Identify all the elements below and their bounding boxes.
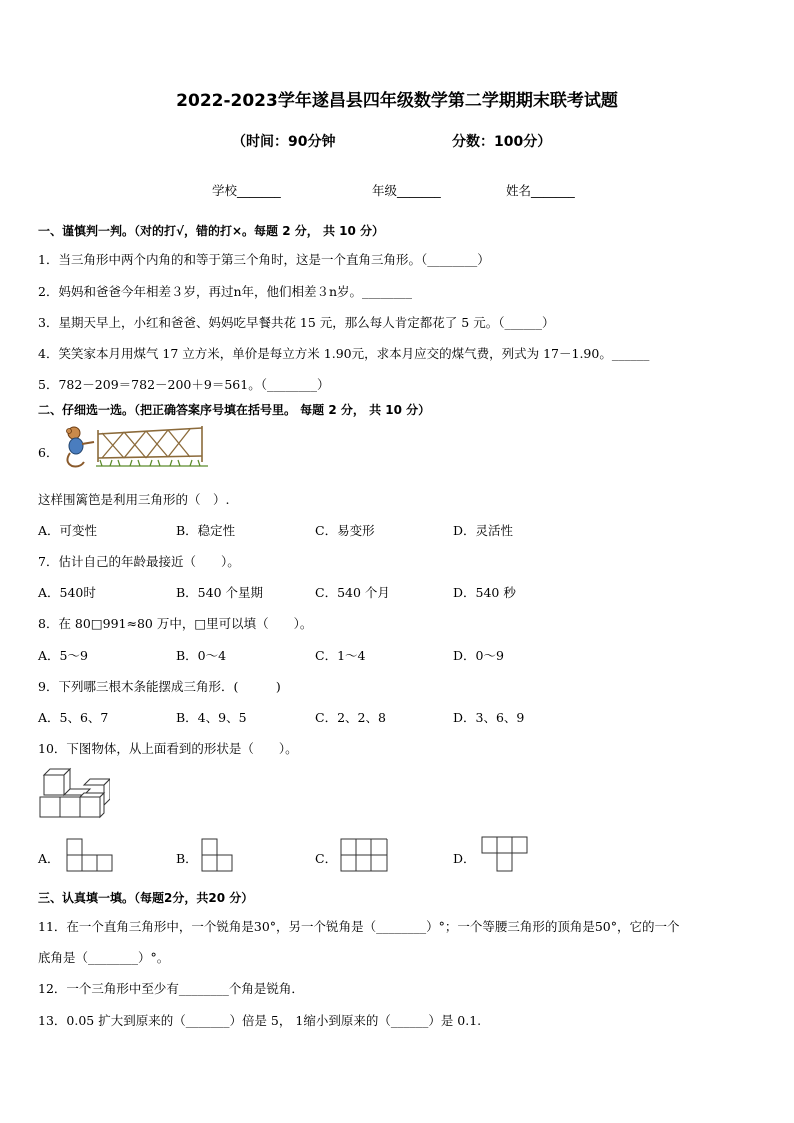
q9-option-b: B．4、9、5 xyxy=(176,710,247,725)
cube-stack-figure xyxy=(38,767,110,819)
question-10: 10．下图物体，从上面看到的形状是（ ）。 xyxy=(38,741,298,756)
q8-option-b: B．0～4 xyxy=(176,648,227,663)
q6-option-c: C．易变形 xyxy=(315,523,375,538)
q9-option-c: C．2、2、8 xyxy=(315,710,386,725)
q7-option-c: C．540 个月 xyxy=(315,585,390,600)
q8-option-c: C．1～4 xyxy=(315,648,366,663)
q6-option-d: D．灵活性 xyxy=(453,523,514,538)
section1-heading: 一、谨慎判一判。（对的打√，错的打×。每题 2 分， 共 10 分） xyxy=(38,224,384,238)
question-7: 7．估计自己的年龄最接近（ ）。 xyxy=(38,554,240,569)
q10-option-d-shape xyxy=(480,835,530,875)
fence-monkey-image xyxy=(62,422,210,474)
section3-heading: 三、认真填一填。（每题2分，共20 分） xyxy=(38,891,254,905)
exam-score: 分数：100分） xyxy=(452,134,552,150)
question-12: 12．一个三角形中至少有________个角是锐角． xyxy=(38,981,304,996)
q7-option-d: D．540 秒 xyxy=(453,585,516,600)
q10-option-c-shape xyxy=(340,838,390,872)
question-2: 2．妈妈和爸爸今年相差３岁，再过n年，他们相差３n岁。________ xyxy=(38,284,413,299)
school-field: 学校_______ xyxy=(212,183,281,198)
question-1: 1．当三角形中两个内角的和等于第三个角时，这是一个直角三角形。（________） xyxy=(38,252,490,267)
question-11-line1: 11．在一个直角三角形中，一个锐角是30°，另一个锐角是（________）°；一个等腰三角形的顶角是50°，它的一个 xyxy=(38,919,680,934)
q10-option-b: B． xyxy=(176,851,198,866)
q7-option-b: B．540 个星期 xyxy=(176,585,264,600)
question-13: 13．0.05 扩大到原来的（_______）倍是 5， 1缩小到原来的（______）是 0.1. xyxy=(38,1013,482,1028)
q9-option-d: D．3、6、9 xyxy=(453,710,525,725)
name-field: 姓名_______ xyxy=(506,183,575,198)
exam-time: （时间：90分钟 xyxy=(232,134,336,150)
question-5: 5．782－209＝782－200＋9＝561。（________） xyxy=(38,377,330,392)
q8-option-d: D．0～9 xyxy=(453,648,504,663)
question-8: 8．在 80□991≈80 万中，□里可以填（ ）。 xyxy=(38,616,313,631)
q7-option-a: A．540时 xyxy=(38,585,96,600)
q10-option-a-shape xyxy=(66,838,114,872)
q10-option-c: C． xyxy=(315,851,338,866)
question-11-line2: 底角是（________）°。 xyxy=(38,950,170,965)
question-9: 9．下列哪三根木条能摆成三角形．( ) xyxy=(38,679,281,694)
grade-field: 年级_______ xyxy=(372,183,441,198)
q10-option-d: D． xyxy=(453,851,476,866)
q8-option-a: A．5～9 xyxy=(38,648,88,663)
q10-option-a: A． xyxy=(38,851,60,866)
section2-heading: 二、仔细选一选。（把正确答案序号填在括号里。 每题 2 分， 共 10 分） xyxy=(38,403,431,417)
q6-option-b: B．稳定性 xyxy=(176,523,236,538)
q6-option-a: A．可变性 xyxy=(38,523,98,538)
question-6-number: 6． xyxy=(38,445,59,460)
question-3: 3．星期天早上，小红和爸爸、妈妈吃早餐共花 15 元，那么每人肯定都花了 5 元。（______） xyxy=(38,315,555,330)
question-4: 4．笑笑家本月用煤气 17 立方米，单价是每立方米 1.90元，求本月应交的煤气费，列式为 17－1.90。______ xyxy=(38,346,650,361)
page-title: 2022-2023学年遂昌县四年级数学第二学期期末联考试题 xyxy=(176,91,618,111)
q10-option-b-shape xyxy=(201,838,235,872)
question-6-text: 这样围篱笆是利用三角形的（ ）. xyxy=(38,492,230,507)
q9-option-a: A．5、6、7 xyxy=(38,710,109,725)
